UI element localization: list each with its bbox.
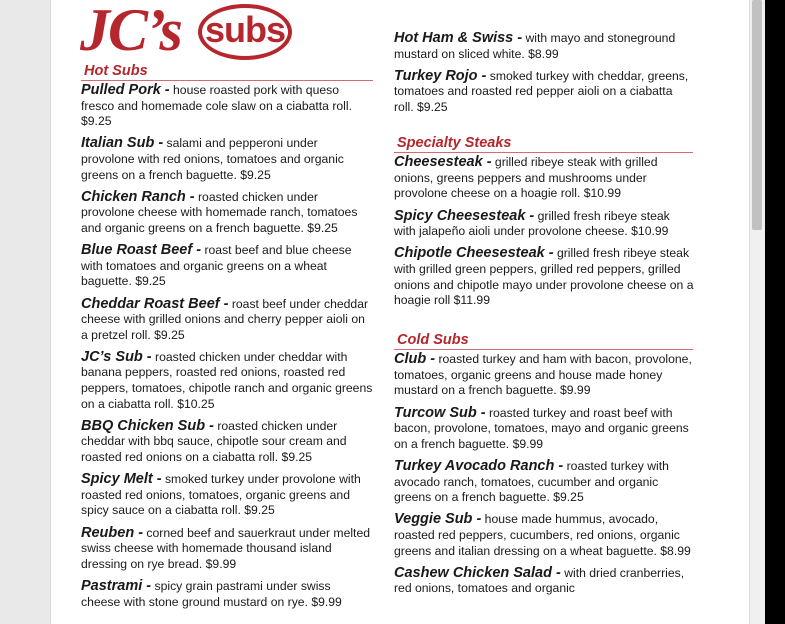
section-title-hot-subs: Hot Subs <box>81 62 373 81</box>
menu-item-description: house roasted pork with queso fresco and homemade cole slaw on a ciabatta roll. $9.25 <box>81 83 352 129</box>
menu-item-name: Chicken Ranch - <box>81 188 195 205</box>
menu-item <box>81 579 373 610</box>
menu-item <box>81 136 373 183</box>
menu-item-name: Cheesesteak - <box>394 154 492 171</box>
menu-item <box>394 512 694 559</box>
menu-item-name: Chipotle Cheesesteak - <box>394 245 554 262</box>
menu-item <box>81 472 373 519</box>
menu-item-description: roast beef under cheddar cheese with grilled onions and cherry pepper aioli on a pretzel roll. $9.25 <box>81 296 369 342</box>
menu-item-description: smoked turkey with cheddar, greens, tomatoes and roasted red pepper aioli on a ciabatta roll. $9.25 <box>394 68 689 114</box>
menu-item-description: with dried cranberries, red onions, tomatoes and organic <box>394 565 685 596</box>
vertical-scrollbar[interactable] <box>749 0 765 624</box>
menu-item-description: roasted chicken under cheddar with banana peppers, roasted red onions, roasted red peppers, tomatoes, chipotle ranch and organic greens on a ciabatta roll. $10.25 <box>81 349 373 411</box>
menu-item <box>394 406 694 453</box>
menu-item-description: corned beef and sauerkraut under melted swiss cheese with homemade thousand island dressing on rye bread. $9.99 <box>81 525 370 571</box>
menu-item-description: roasted chicken under provolone cheese with homemade ranch, tomatoes and organic greens on a french baguette. $9.25 <box>81 189 358 235</box>
logo-jcs-text: JC’s <box>80 0 181 63</box>
menu-item <box>81 350 373 412</box>
page-gutter <box>721 0 749 624</box>
menu-item-description: grilled ribeye steak with grilled onions, greens peppers and mushrooms under provolone cheese on a hoagie roll. $10.99 <box>394 155 658 201</box>
menu-item-description: grilled fresh ribeye steak with jalapeño aioli under provolone cheese. $10.99 <box>394 208 670 239</box>
jcs-subs-logo <box>80 2 300 64</box>
window-edge <box>765 0 785 624</box>
menu-item <box>394 31 694 62</box>
menu-item-description: grilled fresh ribeye steak with grilled green peppers, grilled red peppers, grilled onions and chipotle mayo under provolone cheese on a hoagie roll $11.99 <box>394 246 694 308</box>
menu-item <box>394 69 694 116</box>
menu-item <box>394 352 694 399</box>
menu-item-name: JC’s Sub - <box>81 348 152 365</box>
menu-item-name: Pulled Pork - <box>81 82 170 98</box>
menu-item-name: Cheddar Roast Beef - <box>81 295 229 312</box>
menu-item-description: roast beef and blue cheese with tomatoes and organic greens on a wheat baguette. $9.25 <box>81 243 352 289</box>
logo-subs-text: subs <box>204 9 286 50</box>
menu-item-name: Pastrami - <box>81 577 152 594</box>
menu-item <box>394 209 694 240</box>
menu-item <box>81 243 373 290</box>
menu-item-description: salami and pepperoni under provolone with red onions, tomatoes and organic greens on a french baguette. $9.25 <box>81 136 344 182</box>
menu-item-description: roasted turkey and ham with bacon, provolone, tomatoes, organic greens and house made honey mustard on a french baguette. $9.99 <box>394 352 692 398</box>
menu-item-description: house made hummus, avocado, roasted red peppers, cucumbers, red onions, organic greens and italian dressing on a wheat baguette. $8.99 <box>394 512 691 558</box>
menu-item <box>81 297 373 344</box>
menu-item <box>81 83 373 130</box>
menu-item-description: roasted turkey with avocado ranch, tomatoes, cucumber and organic greens on a french baguette. $9.25 <box>394 459 669 505</box>
menu-item-description: smoked turkey under provolone with roasted red onions, tomatoes, organic greens and spicy sauce on a ciabatta roll. $9.25 <box>81 472 361 518</box>
menu-item <box>394 155 694 202</box>
menu-item-description: roasted chicken under cheddar with bbq sauce, chipotle sour cream and roasted red onions on a ciabatta roll. $9.25 <box>81 418 347 465</box>
menu-item-name: BBQ Chicken Sub - <box>81 417 214 434</box>
menu-item <box>394 566 694 597</box>
menu-item-name: Spicy Cheesesteak - <box>394 207 535 224</box>
scrollbar-thumb[interactable] <box>752 0 762 230</box>
menu-item-name: Italian Sub - <box>81 135 164 152</box>
menu-item-name: Spicy Melt - <box>81 471 162 488</box>
menu-item-description: spicy grain pastrami under swiss cheese with stone ground mustard on rye. $9.99 <box>81 578 342 609</box>
menu-item <box>81 526 373 573</box>
menu-item-name: Hot Ham & Swiss - <box>394 30 523 46</box>
menu-item-name: Cashew Chicken Salad - <box>394 564 561 581</box>
menu-item-name: Veggie Sub - <box>394 511 482 528</box>
right-column <box>394 31 694 604</box>
left-column <box>81 62 373 617</box>
menu-item-name: Blue Roast Beef - <box>81 242 202 259</box>
menu-item-description: roasted turkey and roast beef with bacon, provolone, tomatoes, mayo and organic greens on a french baguette. $9.99 <box>394 405 689 451</box>
menu-item <box>394 459 694 506</box>
section-title-cold-subs: Cold Subs <box>394 331 693 350</box>
menu-item-name: Turkey Avocado Ranch - <box>394 458 564 475</box>
menu-item <box>81 419 373 466</box>
menu-item-name: Club - <box>394 351 436 368</box>
section-title-specialty-steaks: Specialty Steaks <box>394 134 693 153</box>
menu-item <box>81 190 373 237</box>
menu-item-name: Reuben - <box>81 524 144 541</box>
menu-item <box>394 246 694 308</box>
menu-item-description: with mayo and stoneground mustard on sliced white. $8.99 <box>394 31 676 61</box>
menu-item-name: Turcow Sub - <box>394 404 486 421</box>
menu-item-name: Turkey Rojo - <box>394 67 487 84</box>
